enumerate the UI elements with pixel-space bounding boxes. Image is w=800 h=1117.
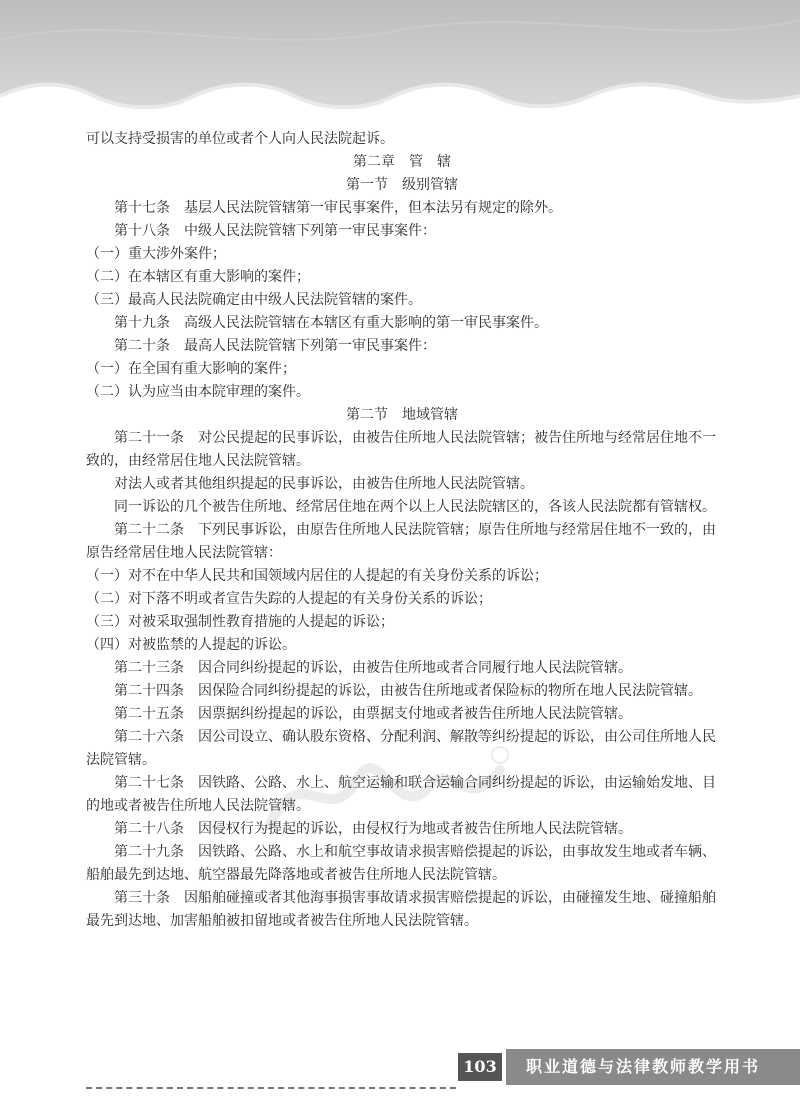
article-20-item: （一）在全国有重大影响的案件； bbox=[86, 361, 296, 377]
article-22-item: （一）对不在中华人民共和国领域内居住的人提起的有关身份关系的诉讼； bbox=[86, 568, 548, 584]
page-number: 103 bbox=[458, 1053, 502, 1081]
page-body bbox=[86, 128, 718, 933]
article-26: 第二十六条 因公司设立、确认股东资格、分配利润、解散等纠纷提起的诉讼，由公司住所地人民法院管辖。 bbox=[86, 729, 716, 768]
article-30: 第三十条 因船舶碰撞或者其他海事损害事故请求损害赔偿提起的诉讼，由碰撞发生地、碰撞船舶最先到达地、加害船舶被扣留地或者被告住所地人民法院管辖。 bbox=[86, 890, 716, 929]
article-24: 第二十四条 因保险合同纠纷提起的诉讼，由被告住所地或者保险标的物所在地人民法院管辖。 bbox=[114, 683, 702, 699]
article-20-item: （二）认为应当由本院审理的案件。 bbox=[86, 384, 310, 400]
chapter-title: 第二章 管 辖 bbox=[353, 154, 451, 170]
article-22: 第二十二条 下列民事诉讼，由原告住所地人民法院管辖；原告住所地与经常居住地不一致的，由原告经常居住地人民法院管辖： bbox=[86, 522, 716, 561]
article-21-paragraph-2: 对法人或者其他组织提起的民事诉讼，由被告住所地人民法院管辖。 bbox=[114, 476, 534, 492]
article-18-item: （三）最高人民法院确定由中级人民法院管辖的案件。 bbox=[86, 292, 422, 308]
article-18-item: （二）在本辖区有重大影响的案件； bbox=[86, 269, 310, 285]
page-footer bbox=[86, 1045, 800, 1105]
article-29: 第二十九条 因铁路、公路、水上和航空事故请求损害赔偿提起的诉讼，由事故发生地或者车辆、船舶最先到达地、航空器最先降落地或者被告住所地人民法院管辖。 bbox=[86, 844, 716, 883]
article-21-paragraph-1: 第二十一条 对公民提起的民事诉讼，由被告住所地人民法院管辖；被告住所地与经常居住地不一致的，由经常居住地人民法院管辖。 bbox=[86, 430, 716, 469]
article-20: 第二十条 最高人民法院管辖下列第一审民事案件： bbox=[114, 338, 436, 354]
article-22-item: （三）对被采取强制性教育措施的人提起的诉讼； bbox=[86, 614, 394, 630]
article-21-paragraph-3: 同一诉讼的几个被告住所地、经常居住地在两个以上人民法院辖区的，各该人民法院都有管辖权。 bbox=[114, 499, 716, 515]
article-28: 第二十八条 因侵权行为提起的诉讼，由侵权行为地或者被告住所地人民法院管辖。 bbox=[114, 821, 632, 837]
section-title-territorial-jurisdiction: 第二节 地域管辖 bbox=[346, 407, 458, 423]
article-27: 第二十七条 因铁路、公路、水上、航空运输和联合运输合同纠纷提起的诉讼，由运输始发地、目的地或者被告住所地人民法院管辖。 bbox=[86, 775, 716, 814]
article-18: 第十八条 中级人民法院管辖下列第一审民事案件： bbox=[114, 223, 436, 239]
article-25: 第二十五条 因票据纠纷提起的诉讼，由票据支付地或者被告住所地人民法院管辖。 bbox=[114, 706, 632, 722]
article-19: 第十九条 高级人民法院管辖在本辖区有重大影响的第一审民事案件。 bbox=[114, 315, 548, 331]
article-22-item: （二）对下落不明或者宣告失踪的人提起的有关身份关系的诉讼； bbox=[86, 591, 492, 607]
article-22-item: （四）对被监禁的人提起的诉讼。 bbox=[86, 637, 296, 653]
article-17: 第十七条 基层人民法院管辖第一审民事案件，但本法另有规定的除外。 bbox=[114, 200, 562, 216]
footer-dashed-rule bbox=[86, 1087, 456, 1089]
book-title-band: 职业道德与法律教师教学用书 bbox=[506, 1049, 800, 1085]
section-title-level-jurisdiction: 第一节 级别管辖 bbox=[346, 177, 458, 193]
article-23: 第二十三条 因合同纠纷提起的诉讼，由被告住所地或者合同履行地人民法院管辖。 bbox=[114, 660, 632, 676]
intro-paragraph: 可以支持受损害的单位或者个人向人民法院起诉。 bbox=[86, 131, 394, 147]
decorative-wave-header bbox=[0, 0, 800, 130]
article-18-item: （一）重大涉外案件； bbox=[86, 246, 226, 262]
